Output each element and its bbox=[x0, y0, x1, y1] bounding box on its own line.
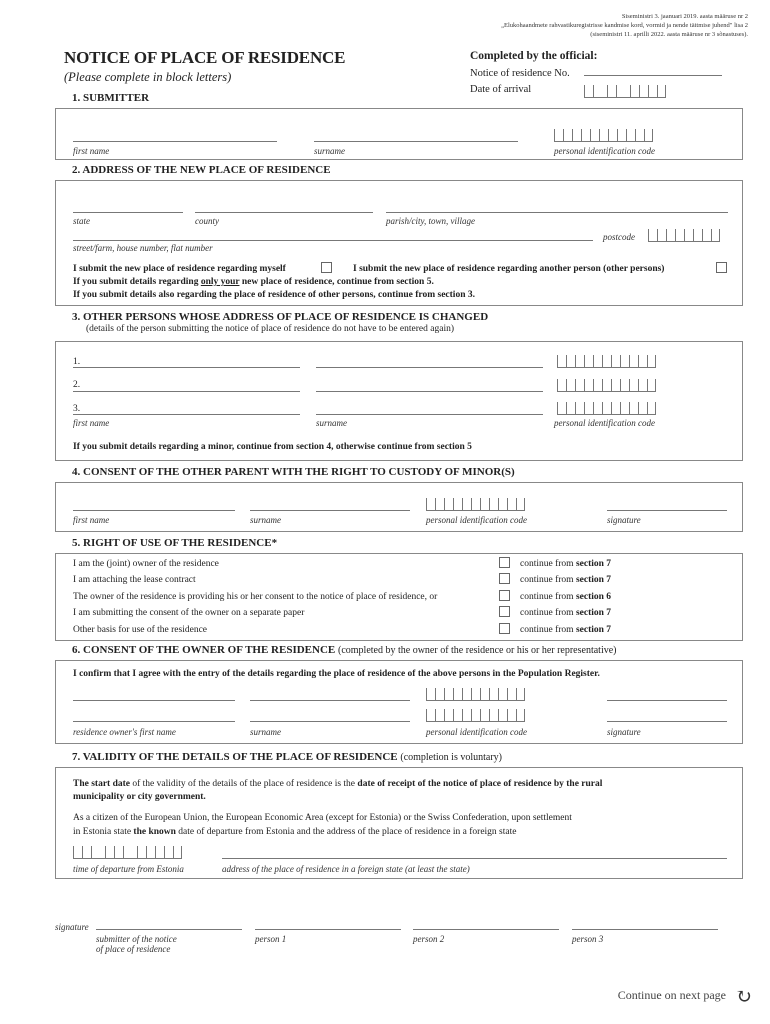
section-6-title: 6. CONSENT OF THE OWNER OF THE RESIDENCE (completed by the owner of the residence or his or her representative) bbox=[72, 644, 617, 656]
person3-caption: person 3 bbox=[572, 934, 604, 944]
pic-caption: personal identification code bbox=[554, 418, 655, 428]
person-surname-field[interactable] bbox=[316, 391, 543, 392]
pic-caption: personal identification code bbox=[426, 727, 527, 737]
continue-note: continue from section 7 bbox=[520, 559, 612, 569]
person-number: 2. bbox=[73, 380, 81, 390]
continue-note: continue from section 7 bbox=[520, 575, 612, 585]
signature-caption: signature bbox=[607, 727, 641, 737]
pic-field[interactable] bbox=[554, 129, 653, 142]
continue-note: continue from section 7 bbox=[520, 608, 612, 618]
page-subtitle: (Please complete in block letters) bbox=[64, 70, 232, 84]
parent-signature-field[interactable] bbox=[607, 510, 727, 511]
postcode-field[interactable] bbox=[648, 229, 720, 242]
note-myself: If you submit details regarding only your new place of residence, continue from section 5. bbox=[73, 277, 434, 287]
pic-caption: personal identification code bbox=[426, 515, 527, 525]
person1-caption: person 1 bbox=[255, 934, 287, 944]
owner-surname-field[interactable] bbox=[250, 721, 410, 722]
surname-caption: surname bbox=[250, 727, 281, 737]
surname-caption: surname bbox=[250, 515, 281, 525]
notice-no-field[interactable] bbox=[584, 75, 722, 76]
section-4-title: 4. CONSENT OF THE OTHER PARENT WITH THE RIGHT TO CUSTODY OF MINOR(S) bbox=[72, 466, 515, 478]
departure-caption: time of departure from Estonia bbox=[73, 864, 184, 874]
owner-surname-field[interactable] bbox=[250, 700, 410, 701]
person-surname-field[interactable] bbox=[316, 414, 543, 415]
foreign-address-caption: address of the place of residence in a foreign state (at least the state) bbox=[222, 864, 470, 874]
county-field[interactable] bbox=[195, 212, 373, 213]
section-7-title: 7. VALIDITY OF THE DETAILS OF THE PLACE OF RESIDENCE (completion is voluntary) bbox=[72, 751, 503, 763]
county-caption: county bbox=[195, 216, 219, 226]
owner-first-name-field[interactable] bbox=[73, 700, 235, 701]
owner-signature-field[interactable] bbox=[607, 700, 727, 701]
opt-myself-label: I submit the new place of residence regarding myself bbox=[73, 264, 286, 274]
eu-citizen-text: As a citizen of the European Union, the European Economic Area (except for Estonia) or the Swiss Confederation, upon settlement bbox=[73, 813, 572, 823]
parent-surname-field[interactable] bbox=[250, 510, 410, 511]
owner-signature-field[interactable] bbox=[607, 721, 727, 722]
person3-signature-field[interactable] bbox=[572, 929, 718, 930]
right-of-use-checkbox[interactable] bbox=[499, 606, 510, 617]
right-of-use-checkbox[interactable] bbox=[499, 573, 510, 584]
right-of-use-checkbox[interactable] bbox=[499, 623, 510, 634]
state-caption: state bbox=[73, 216, 90, 226]
right-of-use-checkbox[interactable] bbox=[499, 590, 510, 601]
street-caption: street/farm, house number, flat number bbox=[73, 243, 213, 253]
person-first-name-field[interactable] bbox=[73, 367, 300, 368]
right-of-use-label: I am attaching the lease contract bbox=[73, 575, 196, 585]
parish-caption: parish/city, town, village bbox=[386, 216, 475, 226]
owner-pic-field[interactable] bbox=[426, 709, 525, 722]
surname-caption: surname bbox=[314, 146, 345, 156]
right-of-use-label: I am the (joint) owner of the residence bbox=[73, 559, 219, 569]
validity-text: The start date of the validity of the details of the place of residence is the date of receipt of the notice of place of residence by the rural bbox=[73, 779, 603, 789]
surname-field[interactable] bbox=[314, 141, 518, 142]
right-of-use-label: The owner of the residence is providing his or her consent to the notice of place of residence, or bbox=[73, 592, 438, 602]
section-1-title: 1. SUBMITTER bbox=[72, 92, 150, 104]
pic-caption: personal identification code bbox=[554, 146, 655, 156]
person-number: 3. bbox=[73, 404, 81, 414]
right-of-use-label: I am submitting the consent of the owner on a separate paper bbox=[73, 608, 305, 618]
parent-first-name-field[interactable] bbox=[73, 510, 235, 511]
signature-caption: signature bbox=[607, 515, 641, 525]
regulation-line: Siseministri 3. jaanuari 2019. aasta määruse nr 2 bbox=[621, 13, 748, 20]
owner-first-name-field[interactable] bbox=[73, 721, 235, 722]
first-name-caption: first name bbox=[73, 515, 110, 525]
first-name-caption: first name bbox=[73, 146, 110, 156]
continue-note: continue from section 6 bbox=[520, 592, 612, 602]
section-3-subtitle: (details of the person submitting the notice of place of residence do not have to be entered again) bbox=[86, 324, 454, 334]
minor-note: If you submit details regarding a minor, continue from section 4, otherwise continue from section 5 bbox=[73, 442, 472, 452]
person-pic-field[interactable] bbox=[557, 379, 656, 392]
official-heading: Completed by the official: bbox=[470, 50, 598, 62]
regulation-line: „Elukohaandmete rahvastikuregistrisse kandmise kord, vormid ja nende täitmise juhend" lisa 2 bbox=[501, 22, 748, 29]
note-others: If you submit details also regarding the place of residence of other persons, continue from section 3. bbox=[73, 290, 475, 300]
section-3-title: 3. OTHER PERSONS WHOSE ADDRESS OF PLACE OF RESIDENCE IS CHANGED bbox=[72, 311, 489, 323]
postcode-caption: postcode bbox=[603, 232, 635, 242]
right-of-use-checkbox[interactable] bbox=[499, 557, 510, 568]
right-of-use-label: Other basis for use of the residence bbox=[73, 625, 208, 635]
person-first-name-field[interactable] bbox=[73, 414, 300, 415]
person-surname-field[interactable] bbox=[316, 367, 543, 368]
notice-no-label: Notice of residence No. bbox=[470, 68, 570, 79]
foreign-address-field[interactable] bbox=[222, 858, 727, 859]
person2-caption: person 2 bbox=[413, 934, 445, 944]
continue-note: continue from section 7 bbox=[520, 625, 612, 635]
continue-next-page-label: Continue on next page bbox=[617, 988, 726, 1002]
person-pic-field[interactable] bbox=[557, 355, 656, 368]
person-number: 1. bbox=[73, 357, 81, 367]
person1-signature-field[interactable] bbox=[255, 929, 401, 930]
submitter-caption: submitter of the notice of place of residence bbox=[96, 934, 177, 954]
owner-first-name-caption: residence owner's first name bbox=[73, 727, 176, 737]
parent-pic-field[interactable] bbox=[426, 498, 525, 511]
owner-pic-field[interactable] bbox=[426, 688, 525, 701]
page-title: NOTICE OF PLACE OF RESIDENCE bbox=[64, 48, 346, 67]
eu-citizen-text-cont: in Estonia state the known date of departure from Estonia and the address of the place of residence in a foreign state bbox=[73, 827, 517, 837]
surname-caption: surname bbox=[316, 418, 347, 428]
section-5-title: 5. RIGHT OF USE OF THE RESIDENCE* bbox=[72, 537, 278, 549]
signature-label: signature bbox=[55, 922, 89, 932]
person-first-name-field[interactable] bbox=[73, 391, 300, 392]
date-arrival-label: Date of arrival bbox=[470, 84, 532, 95]
state-field[interactable] bbox=[73, 212, 183, 213]
regulation-note bbox=[388, 12, 748, 39]
first-name-caption: first name bbox=[73, 418, 110, 428]
first-name-field[interactable] bbox=[73, 141, 277, 142]
person2-signature-field[interactable] bbox=[413, 929, 559, 930]
opt-others-checkbox[interactable] bbox=[716, 262, 727, 273]
refresh-arrow-icon: ↻ bbox=[735, 986, 752, 1008]
opt-myself-checkbox[interactable] bbox=[321, 262, 332, 273]
departure-date-field[interactable] bbox=[73, 846, 182, 859]
section-2-title: 2. ADDRESS OF THE NEW PLACE OF RESIDENCE bbox=[72, 164, 331, 176]
date-arrival-field[interactable] bbox=[584, 85, 666, 98]
opt-others-label: I submit the new place of residence regarding another person (other persons) bbox=[353, 264, 665, 274]
street-field[interactable] bbox=[73, 240, 593, 241]
parish-field[interactable] bbox=[386, 212, 728, 213]
validity-text-cont: municipality or city government. bbox=[73, 792, 206, 802]
submitter-signature-field[interactable] bbox=[96, 929, 242, 930]
owner-confirm-text: I confirm that I agree with the entry of the details regarding the place of residence of the above persons in the Population Register. bbox=[73, 669, 600, 679]
person-pic-field[interactable] bbox=[557, 402, 656, 415]
regulation-line: (siseministri 11. aprilli 2022. aasta määruse nr 3 sõnastuses). bbox=[590, 31, 748, 38]
